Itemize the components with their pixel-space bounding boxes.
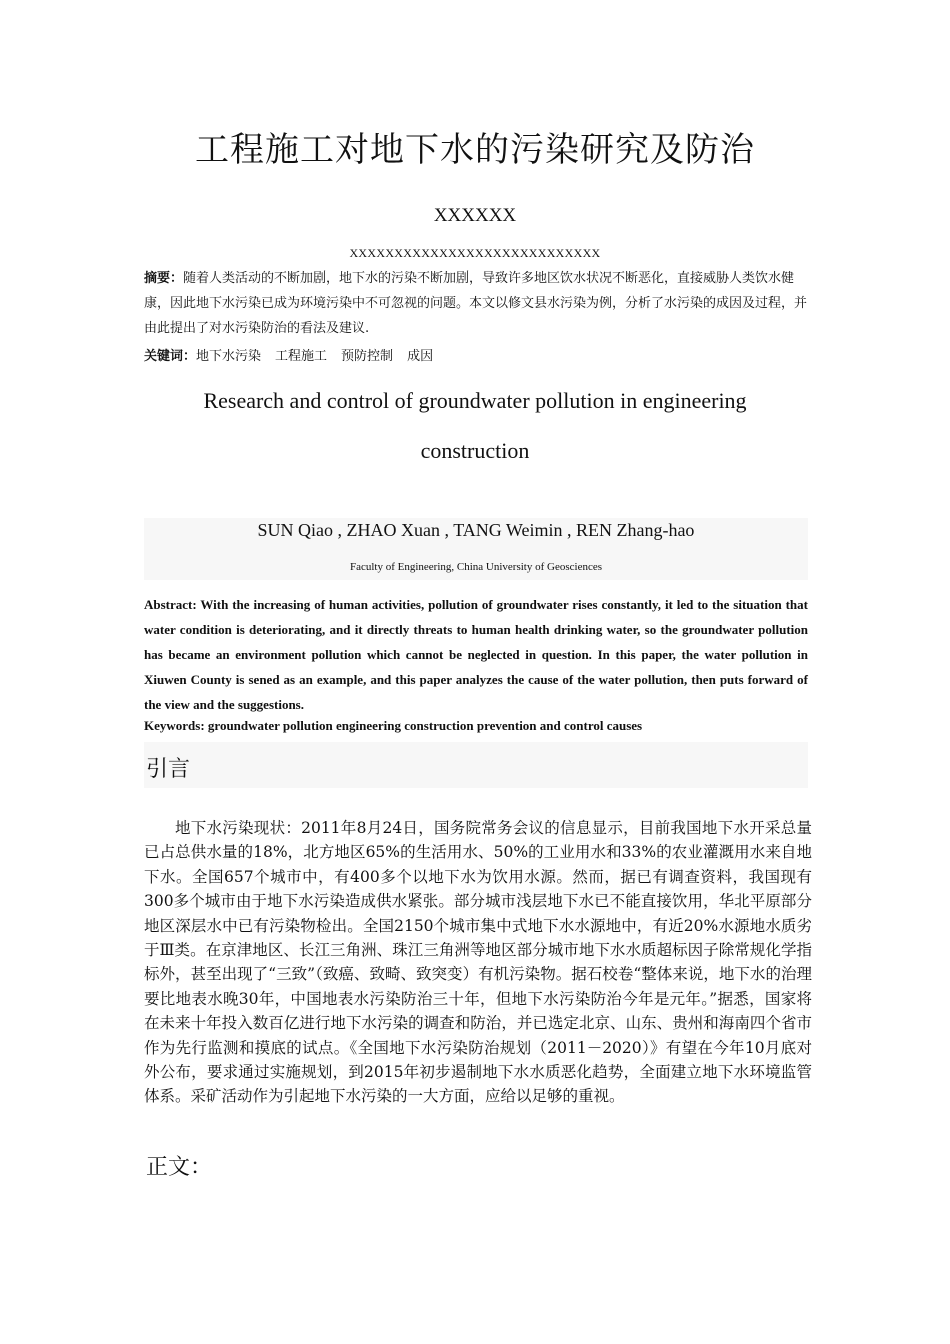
- keywords-cn-label: 关键词：: [144, 349, 197, 364]
- body-heading: 正文：: [146, 1155, 213, 1180]
- keyword-cn: 工程施工: [275, 349, 328, 364]
- affiliation-en: Faculty of Engineering, China University of Geosciences: [349, 561, 603, 573]
- author-cn: XXXXXX: [433, 205, 517, 226]
- intro-paragraph: 地下水污染现状：2011年8月24日，国务院常务会议的信息显示，目前我国地下水开采总量已占总供水量的18%，北方地区65%的生活用水、50%的工业用水和33%的农业灌溉用水来自地下水。全国657个城市中，有400多个以地下水为饮用水源。然而，据已有调查资料，我国现有300多个城市由于地下水污染造成供水紧张。部分城市浅层地下水已不能直接饮用，华北平原部分地区深层水中已有污染物检出。全国2150个城市集中式地下水水源地中，有近20%水源地水质劣于Ⅲ类。在京津地区、长江三角洲、珠江三角洲等地区部分城市地下水水质超标因子除常规化学指标外，甚至出现了“三致”（致癌、致畸、致突变）有机污染物。据石校卷“整体来说，地下水的治理要比地表水晚30年，中国地表水污染防治三十年，但地下水污染防治今年是元年。”据悉，国家将在未来十年投入数百亿进行地下水污染的调查和防治，并已选定北京、山东、贵州和海南四个省市作为先行监测和摸底的试点。《全国地下水污染防治规划（2011－2020）》有望在今年10月底对外公布，要求通过实施规划，到2015年初步遏制地下水水质恶化趋势，全面建立地下水环境监管体系。采矿活动作为引起地下水污染的一大方面，应给以足够的重视。: [144, 819, 812, 1106]
- keywords-cn: [144, 345, 808, 364]
- keyword-cn: 地下水污染: [196, 349, 262, 364]
- abstract-en: Abstract: With the increasing of human activities, pollution of groundwater rises constantly, it led to the situation that water condition is deteriorating, and it directly threats to human health drinking water, so the groundwater pollution has became an environment pollution which cannot be neglected in question. In this paper, the water pollution in Xiuwen County is sened as an example, and this paper analyzes the cause of the water pollution, then puts forward of the view and the suggestions.: [144, 597, 808, 712]
- authors-en: SUN Qiao , ZHAO Xuan , TANG Weimin , REN Zhang-hao: [257, 520, 695, 540]
- intro-heading: 引言: [146, 757, 191, 782]
- keyword-cn: 成因: [407, 349, 434, 364]
- affiliation-cn: XXXXXXXXXXXXXXXXXXXXXXXXXXXX: [349, 246, 601, 260]
- abstract-cn-label: 摘要：: [144, 271, 184, 286]
- keyword-cn: 预防控制: [341, 349, 394, 364]
- paper-title: 工程施工对地下水的污染研究及防治: [195, 130, 755, 170]
- keywords-en: Keywords: groundwater pollution engineering construction prevention and control causes: [144, 718, 643, 733]
- abstract-cn: [144, 266, 808, 341]
- intro-heading-background: [144, 742, 808, 788]
- abstract-cn-text: 随着人类活动的不断加剧，地下水的污染不断加剧，导致许多地区饮水状况不断恶化，直接威胁人类饮水健康，因此地下水污染已成为环境污染中不可忽视的问题。本文以修文县水污染为例，分析了水污染的成因及过程，并由此提出了对水污染防治的看法及建议.: [144, 271, 808, 336]
- paper-title-en: Research and control of groundwater pollution in engineering construction: [203, 388, 747, 463]
